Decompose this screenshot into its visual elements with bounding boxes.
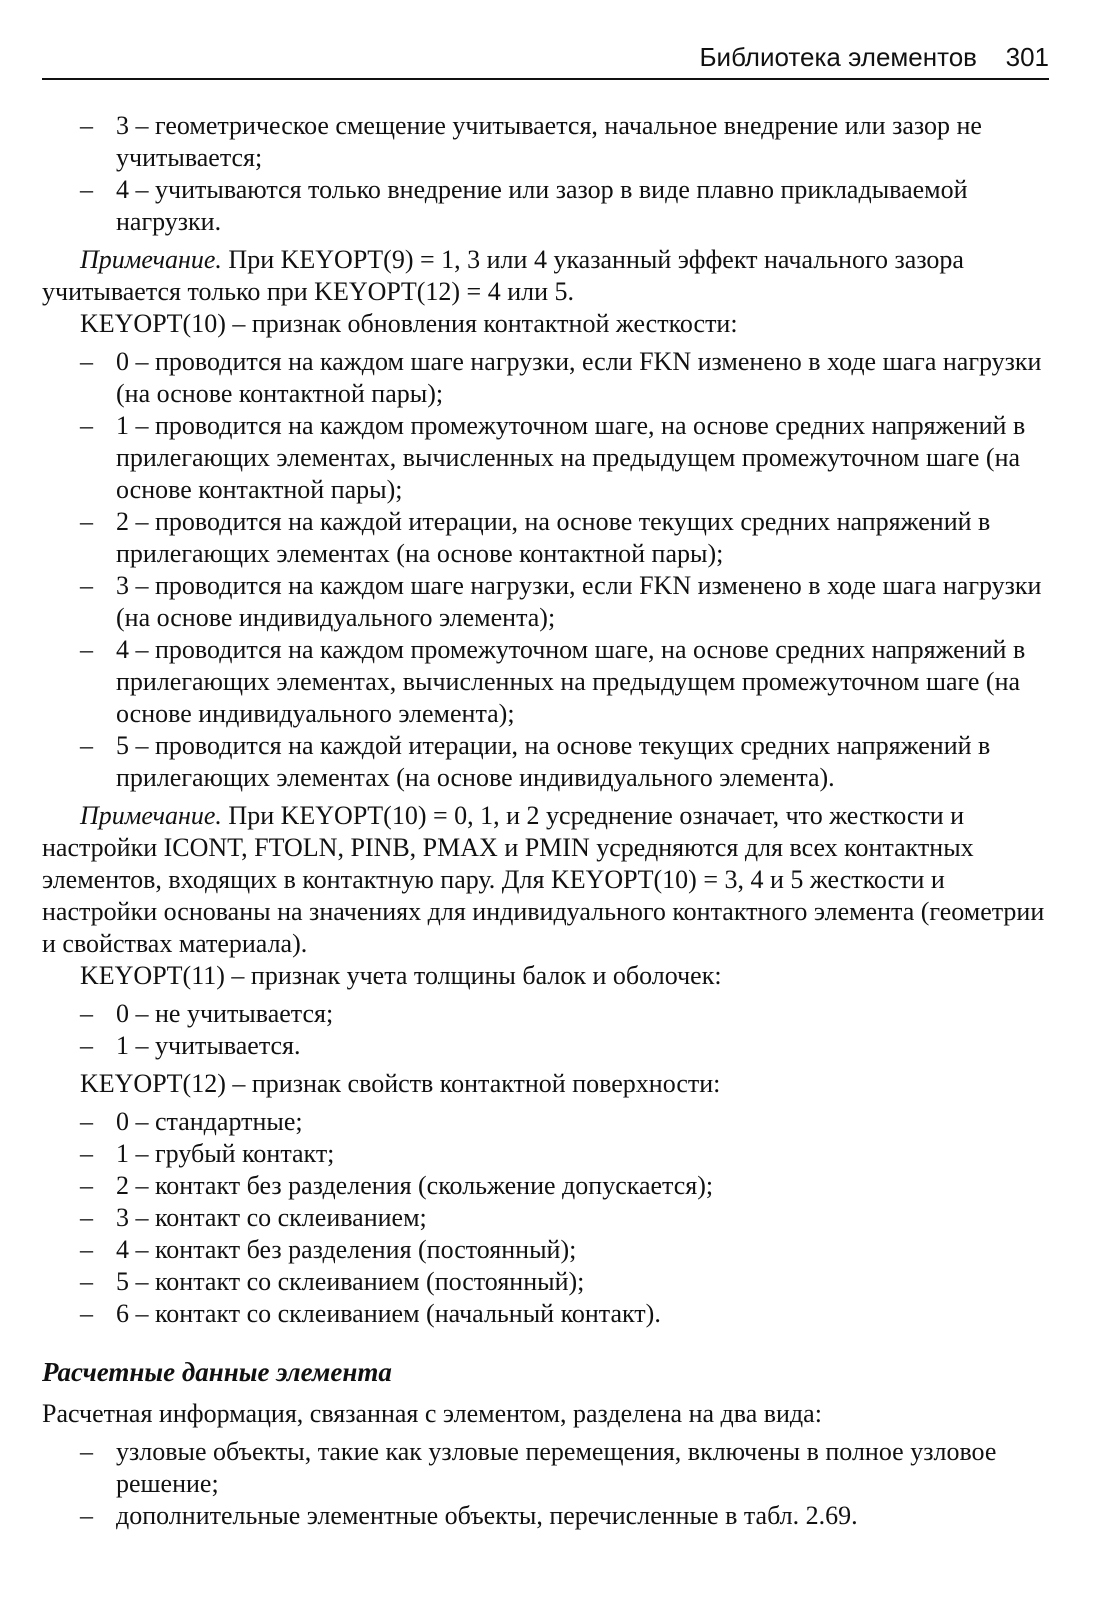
list-item: – 1 – учитывается.	[42, 1030, 1049, 1062]
keyopt12-heading: KEYOPT(12) – признак свойств контактной поверхности:	[80, 1069, 721, 1098]
list-item: – 0 – стандартные;	[42, 1106, 1049, 1138]
note-paragraph	[42, 800, 1049, 960]
page-number: 301	[1005, 42, 1049, 72]
list-item: – 4 – проводится на каждом промежуточном шаге, на основе средних напряжений в прилегающих элементах, вычисленных на предыдущем промежуточном шаге (на основе индивидуального элемента);	[42, 634, 1049, 730]
keyopt10-heading: KEYOPT(10) – признак обновления контактной жесткости:	[80, 309, 738, 338]
keyopt11-options-list	[42, 998, 1049, 1062]
section-heading: Расчетные данные элемента	[42, 1357, 392, 1387]
list-item: – 5 – проводится на каждой итерации, на основе текущих средних напряжений в прилегающих элементах (на основе индивидуального элемента).	[42, 730, 1049, 794]
list-item: – 2 – проводится на каждой итерации, на основе текущих средних напряжений в прилегающих элементах (на основе контактной пары);	[42, 506, 1049, 570]
page-body	[42, 110, 1049, 1538]
note-text: При KEYOPT(10) = 0, 1, и 2 усреднение означает, что жесткости и настройки ICONT, FTOLN, PINB, PMAX и PMIN усредняются для всех контактных элементов, входящих в контактную пару. Для KEYOPT(10) = 3, 4 и 5 жесткости и настройки основаны на значениях для индивидуального контактного элемента (геометрии и свойствах материала).	[42, 801, 1045, 958]
list-item: – 0 – проводится на каждом шаге нагрузки, если FKN изменено в ходе шага нагрузки (на основе контактной пары);	[42, 346, 1049, 410]
list-item: – 6 – контакт со склеиванием (начальный контакт).	[42, 1298, 1049, 1330]
list-item: – 3 – проводится на каждом шаге нагрузки, если FKN изменено в ходе шага нагрузки (на основе индивидуального элемента);	[42, 570, 1049, 634]
keyopt10-options-list	[42, 346, 1049, 794]
keyopt9-options-list	[42, 110, 1049, 238]
list-item: – 4 – контакт без разделения (постоянный);	[42, 1234, 1049, 1266]
list-item: – 3 – геометрическое смещение учитывается, начальное внедрение или зазор не учитывается;	[42, 110, 1049, 174]
list-item: – 1 – проводится на каждом промежуточном шаге, на основе средних напряжений в прилегающих элементах, вычисленных на предыдущем промежуточном шаге (на основе контактной пары);	[42, 410, 1049, 506]
list-item: – 1 – грубый контакт;	[42, 1138, 1049, 1170]
list-item: – 2 – контакт без разделения (скольжение допускается);	[42, 1170, 1049, 1202]
note-paragraph	[42, 244, 1049, 308]
list-item: – 5 – контакт со склеиванием (постоянный);	[42, 1266, 1049, 1298]
section-intro: Расчетная информация, связанная с элементом, разделена на два вида:	[42, 1399, 822, 1428]
header-title: Библиотека элементов	[699, 42, 977, 72]
keyopt12-options-list	[42, 1106, 1049, 1330]
list-item: – узловые объекты, такие как узловые перемещения, включены в полное узловое решение;	[42, 1436, 1049, 1500]
note-label: Примечание.	[80, 801, 222, 830]
running-header	[42, 38, 1049, 80]
note-label: Примечание.	[80, 245, 222, 274]
output-types-list	[42, 1436, 1049, 1532]
keyopt11-heading: KEYOPT(11) – признак учета толщины балок и оболочек:	[80, 961, 722, 990]
list-item: – 4 – учитываются только внедрение или зазор в виде плавно прикладываемой нагрузки.	[42, 174, 1049, 238]
list-item: – 3 – контакт со склеиванием;	[42, 1202, 1049, 1234]
note-text: При KEYOPT(9) = 1, 3 или 4 указанный эффект начального зазора учитывается только при KEYOPT(12) = 4 или 5.	[42, 245, 964, 306]
list-item: – 0 – не учитывается;	[42, 998, 1049, 1030]
list-item: – дополнительные элементные объекты, перечисленные в табл. 2.69.	[42, 1500, 1049, 1532]
